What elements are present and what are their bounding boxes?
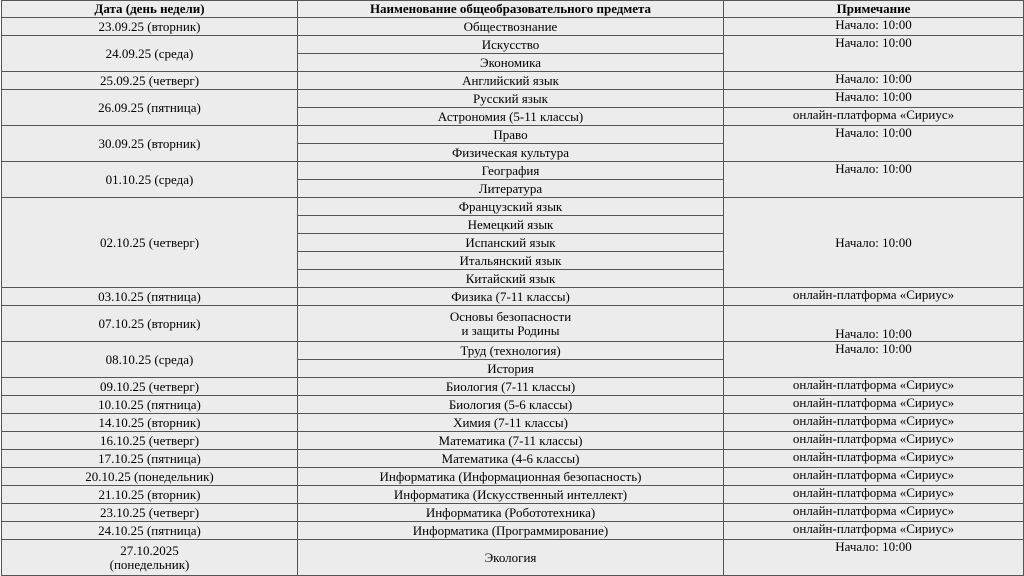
date-cell: 08.10.25 (среда) [2, 342, 298, 378]
date-line: 27.10.2025 [120, 542, 179, 558]
subject-cell: Китайский язык [298, 270, 724, 288]
table-row [2, 162, 1024, 180]
subject-cell: Информатика (Робототехника) [298, 504, 724, 522]
note-cell: Начало: 10:00 [724, 198, 1024, 288]
note-cell: Начало: 10:00 [724, 18, 1024, 36]
subject-cell: Физика (7-11 классы) [298, 288, 724, 306]
subject-cell: Математика (4-6 классы) [298, 450, 724, 468]
date-cell: 24.09.25 (среда) [2, 36, 298, 72]
subject-cell: Французский язык [298, 198, 724, 216]
note-cell: Начало: 10:00 [724, 126, 1024, 162]
table-row [2, 36, 1024, 54]
subject-cell: Информатика (Искусственный интеллект) [298, 486, 724, 504]
subject-cell: География [298, 162, 724, 180]
subject-cell: Итальянский язык [298, 252, 724, 270]
note-cell: Начало: 10:00 [724, 342, 1024, 378]
date-cell: 09.10.25 (четверг) [2, 378, 298, 396]
header-note: Примечание [724, 1, 1024, 18]
subject-cell: Биология (5-6 классы) [298, 396, 724, 414]
subject-cell: Химия (7-11 классы) [298, 414, 724, 432]
header-subject: Наименование общеобразовательного предмета [298, 1, 724, 18]
note-cell: Начало: 10:00 [724, 90, 1024, 108]
subject-line: Основы безопасности [449, 308, 572, 324]
schedule-table [1, 0, 1024, 576]
table-row [2, 522, 1024, 540]
note-cell: онлайн-платформа «Сириус» [724, 108, 1024, 126]
subject-cell: Обществознание [298, 18, 724, 36]
subject-line: и защиты Родины [461, 322, 560, 338]
note-cell: Начало: 10:00 [724, 36, 1024, 72]
date-cell: 03.10.25 (пятница) [2, 288, 298, 306]
header-date: Дата (день недели) [2, 1, 298, 18]
table-row [2, 288, 1024, 306]
note-cell: онлайн-платформа «Сириус» [724, 414, 1024, 432]
subject-cell: Немецкий язык [298, 216, 724, 234]
note-cell: Начало: 10:00 [724, 306, 1024, 342]
subject-cell: Право [298, 126, 724, 144]
note-cell: онлайн-платформа «Сириус» [724, 486, 1024, 504]
date-line: (понедельник) [109, 556, 190, 572]
subject-cell: Биология (7-11 классы) [298, 378, 724, 396]
date-cell: 23.09.25 (вторник) [2, 18, 298, 36]
date-cell: 14.10.25 (вторник) [2, 414, 298, 432]
date-cell: 24.10.25 (пятница) [2, 522, 298, 540]
table-row [2, 90, 1024, 108]
header-row [2, 1, 1024, 18]
note-cell: онлайн-платформа «Сириус» [724, 504, 1024, 522]
note-cell: онлайн-платформа «Сириус» [724, 450, 1024, 468]
subject-cell: Математика (7-11 классы) [298, 432, 724, 450]
note-cell: Начало: 10:00 [724, 540, 1024, 576]
table-row [2, 504, 1024, 522]
subject-cell: История [298, 360, 724, 378]
subject-cell: Физическая культура [298, 144, 724, 162]
note-cell: Начало: 10:00 [724, 162, 1024, 198]
date-cell: 17.10.25 (пятница) [2, 450, 298, 468]
subject-cell: Экономика [298, 54, 724, 72]
table-row [2, 306, 1024, 342]
note-cell: онлайн-платформа «Сириус» [724, 288, 1024, 306]
subject-cell: Английский язык [298, 72, 724, 90]
table-row [2, 540, 1024, 576]
table-row [2, 18, 1024, 36]
date-cell: 10.10.25 (пятница) [2, 396, 298, 414]
subject-cell: Искусство [298, 36, 724, 54]
note-cell: онлайн-платформа «Сириус» [724, 396, 1024, 414]
date-cell: 26.09.25 (пятница) [2, 90, 298, 126]
table-row [2, 432, 1024, 450]
note-cell: Начало: 10:00 [724, 72, 1024, 90]
table-row [2, 396, 1024, 414]
table-row [2, 450, 1024, 468]
table-row [2, 468, 1024, 486]
subject-cell: Русский язык [298, 90, 724, 108]
date-cell [2, 540, 298, 576]
date-cell: 25.09.25 (четверг) [2, 72, 298, 90]
subject-cell [298, 306, 724, 342]
table-row [2, 414, 1024, 432]
note-cell: онлайн-платформа «Сириус» [724, 522, 1024, 540]
note-cell: онлайн-платформа «Сириус» [724, 468, 1024, 486]
table-row [2, 342, 1024, 360]
date-cell: 23.10.25 (четверг) [2, 504, 298, 522]
date-cell: 20.10.25 (понедельник) [2, 468, 298, 486]
date-cell: 07.10.25 (вторник) [2, 306, 298, 342]
date-cell: 16.10.25 (четверг) [2, 432, 298, 450]
date-cell: 30.09.25 (вторник) [2, 126, 298, 162]
subject-cell: Экология [298, 540, 724, 576]
table-row [2, 378, 1024, 396]
subject-cell: Информатика (Информационная безопасность) [298, 468, 724, 486]
note-cell: онлайн-платформа «Сириус» [724, 378, 1024, 396]
table-row [2, 198, 1024, 216]
subject-cell: Труд (технология) [298, 342, 724, 360]
subject-cell: Литература [298, 180, 724, 198]
table-row [2, 486, 1024, 504]
subject-cell: Информатика (Программирование) [298, 522, 724, 540]
table-row [2, 126, 1024, 144]
date-cell: 01.10.25 (среда) [2, 162, 298, 198]
table-row [2, 72, 1024, 90]
date-cell: 02.10.25 (четверг) [2, 198, 298, 288]
subject-cell: Испанский язык [298, 234, 724, 252]
note-cell: онлайн-платформа «Сириус» [724, 432, 1024, 450]
date-cell: 21.10.25 (вторник) [2, 486, 298, 504]
subject-cell: Астрономия (5-11 классы) [298, 108, 724, 126]
